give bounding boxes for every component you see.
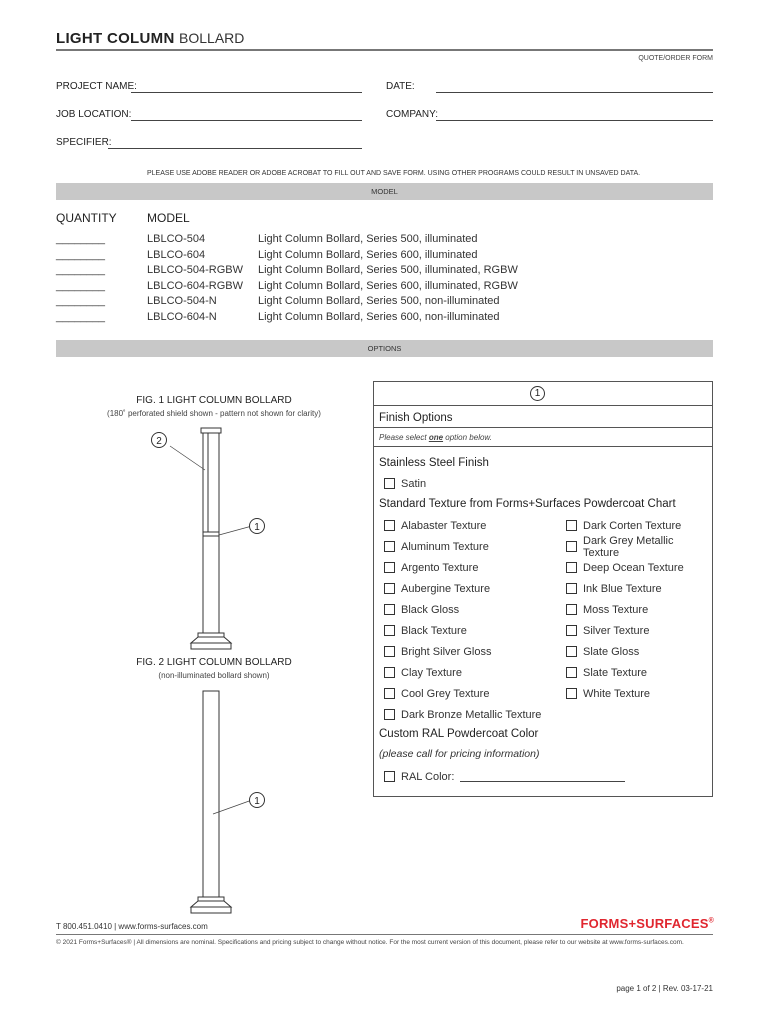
model-description: Light Column Bollard, Series 600, non-illuminated [258, 310, 500, 323]
specifier-label: SPECIFIER: [56, 137, 112, 148]
finish-option-stainless[interactable] [384, 473, 426, 494]
company-field[interactable] [436, 120, 713, 121]
model-code: LBLCO-604-N [147, 310, 217, 323]
job-location-field[interactable] [131, 120, 362, 121]
ral-option[interactable] [384, 766, 625, 787]
option-label: Deep Ocean Texture [583, 561, 684, 574]
instruction-pre: Please select [379, 433, 429, 442]
company-label: COMPANY: [386, 109, 439, 120]
finish-option-texture[interactable] [566, 620, 712, 641]
options-bar: OPTIONS [56, 340, 713, 357]
adobe-notice: PLEASE USE ADOBE READER OR ADOBE ACROBAT TO FILL OUT AND SAVE FORM. USING OTHER PROGRAMS COULD RESULT IN UNSAVED DATA. [147, 170, 641, 177]
brand-name: FORMS+SURFACES [580, 916, 709, 931]
stainless-heading: Stainless Steel Finish [379, 457, 489, 469]
option-checkbox[interactable] [384, 604, 395, 615]
option-checkbox[interactable] [566, 646, 577, 657]
option-checkbox[interactable] [566, 520, 577, 531]
specifier-field[interactable] [108, 148, 362, 149]
option-label: Argento Texture [401, 561, 479, 574]
option-checkbox[interactable] [384, 541, 395, 552]
option-checkbox[interactable] [566, 604, 577, 615]
fig1-subtitle: (180˚ perforated shield shown - pattern not shown for clarity) [107, 409, 321, 418]
option-label: Satin [401, 477, 427, 490]
finish-option-texture[interactable] [566, 641, 712, 662]
finish-option-texture[interactable] [566, 557, 712, 578]
finish-option-texture[interactable] [384, 641, 541, 662]
finish-option-texture[interactable] [384, 662, 541, 683]
model-code: LBLCO-604 [147, 248, 206, 261]
footer-rule [56, 934, 713, 935]
option-label: Moss Texture [583, 603, 649, 616]
panel-number-row [374, 382, 712, 406]
model-row [56, 248, 556, 264]
fig1-callout-2 [152, 433, 167, 448]
brand-mark: ® [708, 917, 714, 925]
quantity-field[interactable]: ________ [56, 310, 105, 323]
model-code: LBLCO-504-N [147, 295, 217, 307]
finish-option-texture[interactable] [384, 704, 541, 725]
option-checkbox[interactable] [566, 688, 577, 699]
option-label: Slate Texture [583, 666, 648, 679]
page-title [56, 30, 244, 48]
instruction-emphasis: one [428, 433, 444, 442]
quantity-field[interactable]: ________ [56, 279, 105, 292]
option-checkbox[interactable] [384, 646, 395, 657]
ral-checkbox[interactable] [384, 771, 395, 782]
title-light: BOLLARD [179, 30, 245, 46]
model-code: LBLCO-504 [147, 233, 206, 245]
copyright: © 2021 Forms+Surfaces® | All dimensions are nominal. Specifications and pricing subject to change without notice. For the most current version of this document, please refer to our website at www.forms-surfaces.com. [56, 939, 684, 946]
option-checkbox[interactable] [384, 478, 395, 489]
model-description: Light Column Bollard, Series 500, illuminated, RGBW [258, 264, 518, 276]
option-label: Dark Grey Metallic Texture [583, 534, 674, 559]
select-instruction [374, 428, 712, 447]
form-type-label: QUOTE/ORDER FORM [638, 55, 713, 62]
finish-option-texture[interactable] [384, 599, 541, 620]
finish-option-texture[interactable] [384, 620, 541, 641]
option-label: Ink Blue Texture [583, 582, 662, 595]
finish-option-texture[interactable] [384, 557, 541, 578]
fig2-title: FIG. 2 LIGHT COLUMN BOLLARD [136, 657, 292, 668]
ral-heading: Custom RAL Powdercoat Color [379, 728, 539, 740]
option-label: Dark Corten Texture [583, 519, 682, 532]
fig2-callout-1-text: 1 [254, 796, 260, 807]
texture-right-list [566, 515, 712, 704]
model-header: MODEL [147, 211, 190, 225]
ral-note: (please call for pricing information) [379, 748, 540, 760]
finish-options-panel [373, 381, 713, 797]
project-name-label: PROJECT NAME: [56, 81, 137, 92]
quantity-field[interactable]: ________ [56, 248, 105, 261]
option-label: Black Gloss [401, 603, 460, 616]
ral-label: RAL Color: [401, 770, 455, 783]
option-label: Dark Bronze Metallic Texture [401, 708, 542, 721]
fig1-callout-2-text: 2 [156, 436, 162, 447]
model-row [56, 294, 556, 310]
option-label: Black Texture [401, 624, 467, 637]
option-checkbox[interactable] [566, 667, 577, 678]
model-row [56, 263, 556, 279]
finish-options-title-text: Finish Options [379, 412, 453, 424]
fig1-drawing [140, 420, 280, 660]
model-rows [56, 232, 556, 325]
finish-options-title [374, 406, 712, 428]
option-checkbox[interactable] [384, 562, 395, 573]
model-row [56, 310, 556, 326]
option-label: Cool Grey Texture [401, 687, 490, 700]
model-description: Light Column Bollard, Series 500, illuminated [258, 233, 478, 245]
option-label: Bright Silver Gloss [401, 645, 492, 658]
finish-option-texture[interactable] [566, 515, 712, 536]
finish-option-texture[interactable] [566, 578, 712, 599]
footer-contact: T 800.451.0410 | www.forms-surfaces.com [56, 922, 208, 931]
model-description: Light Column Bollard, Series 600, illuminated [258, 248, 478, 261]
finish-option-texture[interactable] [566, 536, 712, 557]
model-code: LBLCO-504-RGBW [147, 264, 243, 276]
option-label: Aluminum Texture [401, 540, 489, 553]
option-checkbox[interactable] [384, 625, 395, 636]
quantity-field[interactable]: ________ [56, 233, 105, 245]
finish-option-texture[interactable] [384, 578, 541, 599]
fig1-title: FIG. 1 LIGHT COLUMN BOLLARD [136, 395, 292, 406]
option-checkbox[interactable] [384, 688, 395, 699]
quantity-field[interactable]: ________ [56, 264, 105, 276]
texture-heading: Standard Texture from Forms+Surfaces Powdercoat Chart [379, 498, 676, 510]
option-checkbox[interactable] [384, 709, 395, 720]
finish-option-texture[interactable] [566, 683, 712, 704]
finish-option-texture[interactable] [384, 515, 541, 536]
title-bold: LIGHT COLUMN [56, 30, 175, 47]
project-name-field[interactable] [131, 92, 362, 93]
finish-option-texture[interactable] [384, 536, 541, 557]
texture-left-list [384, 515, 541, 725]
option-label: White Texture [583, 687, 651, 700]
page-number: page 1 of 2 | Rev. 03-17-21 [616, 984, 713, 993]
quantity-header: QUANTITY [56, 211, 117, 225]
option-label: Slate Gloss [583, 645, 640, 658]
fig1-callout-1 [250, 519, 265, 534]
date-field[interactable] [436, 92, 713, 93]
finish-option-texture[interactable] [566, 662, 712, 683]
option-checkbox[interactable] [566, 583, 577, 594]
model-row [56, 279, 556, 295]
option-checkbox[interactable] [566, 625, 577, 636]
stainless-list [384, 473, 426, 494]
model-row [56, 232, 556, 248]
model-code: LBLCO-604-RGBW [147, 279, 243, 292]
option-label: Silver Texture [583, 624, 650, 637]
option-checkbox[interactable] [384, 583, 395, 594]
ral-input[interactable] [460, 771, 625, 782]
header-rule [56, 49, 713, 51]
option-label: Aubergine Texture [401, 582, 491, 595]
quantity-field[interactable]: ________ [56, 295, 105, 307]
fig2-callout-1 [250, 793, 265, 808]
fig1-callout-1-text: 1 [254, 522, 260, 533]
option-label: Alabaster Texture [401, 519, 487, 532]
option-checkbox[interactable] [384, 667, 395, 678]
finish-option-texture[interactable] [384, 683, 541, 704]
brand-logo [581, 916, 714, 931]
finish-option-texture[interactable] [566, 599, 712, 620]
option-label: Clay Texture [401, 666, 462, 679]
model-bar: MODEL [56, 183, 713, 200]
option-checkbox[interactable] [384, 520, 395, 531]
job-location-label: JOB LOCATION: [56, 109, 132, 120]
option-checkbox[interactable] [566, 562, 577, 573]
fig2-subtitle: (non-illuminated bollard shown) [158, 671, 270, 680]
option-checkbox[interactable] [566, 541, 577, 552]
model-description: Light Column Bollard, Series 600, illuminated, RGBW [258, 279, 518, 292]
fig2-drawing [140, 685, 280, 920]
date-label: DATE: [386, 81, 415, 92]
panel-number-callout: 1 [530, 386, 545, 401]
instruction-post: option below. [443, 433, 492, 442]
model-description: Light Column Bollard, Series 500, non-illuminated [258, 295, 500, 307]
